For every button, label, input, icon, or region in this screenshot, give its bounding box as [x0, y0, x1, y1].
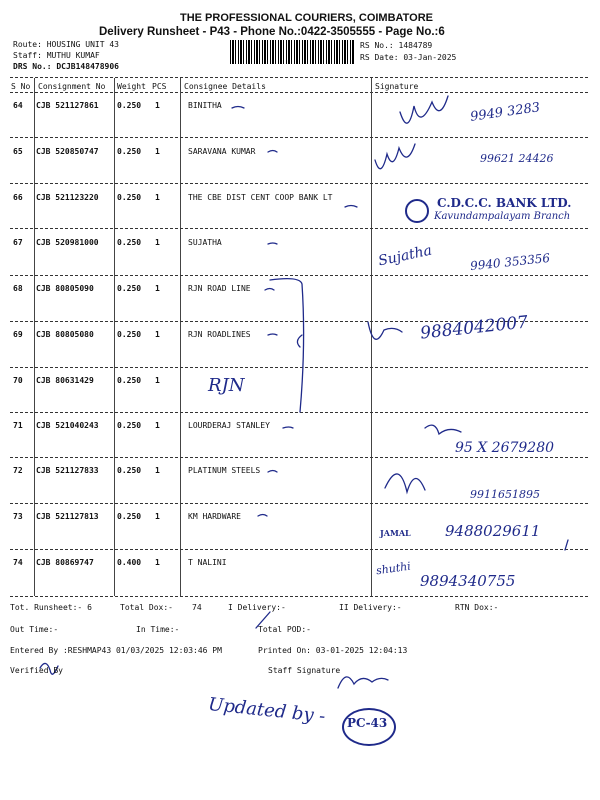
col-sno: S No [11, 82, 31, 91]
row-pcs: 1 [155, 421, 160, 430]
staff-label: Staff: MUTHU KUMAF [13, 51, 100, 60]
handwriting-r73-name: JAMAL [380, 528, 411, 538]
row-consignee: SUJATHA [188, 238, 222, 247]
rs-date: RS Date: 03-Jan-2025 [360, 53, 457, 62]
row-weight: 0.250 [117, 376, 142, 385]
document-title: THE PROFESSIONAL COURIERS, COIMBATORE [180, 12, 434, 24]
row-pcs: 1 [155, 147, 160, 156]
row-sno: 64 [13, 101, 23, 110]
row-sno: 73 [13, 512, 23, 521]
row-consignment: CJB 520981000 [36, 238, 99, 247]
route-label: Route: HOUSING UNIT 43 [13, 40, 119, 49]
row-sno: 68 [13, 284, 23, 293]
row-sno: 71 [13, 421, 23, 430]
row-weight: 0.250 [117, 421, 142, 430]
handwriting-r74-phone: 9894340755 [420, 572, 516, 590]
row-weight: 0.250 [117, 466, 142, 475]
bank-stamp-branch: Kavundampalayam Branch [434, 211, 571, 222]
document-subtitle: Delivery Runsheet - P43 - Phone No.:0422-3505555 - Page No.:6 [99, 26, 445, 38]
handwriting-r64: 9949 3283 [469, 100, 542, 125]
row-consignee: T NALINI [188, 558, 227, 567]
rs-number: RS No.: 1484789 [360, 41, 433, 50]
row-weight: 0.250 [117, 101, 142, 110]
row-weight: 0.250 [117, 193, 142, 202]
row-consignment: CJB 521127861 [36, 101, 99, 110]
row-pcs: 1 [155, 284, 160, 293]
row-consignment: CJB 520850747 [36, 147, 99, 156]
handwriting-r65: 99621 24426 [480, 152, 554, 165]
row-sno: 69 [13, 330, 23, 339]
row-weight: 0.250 [117, 147, 142, 156]
row-consignment: CJB 80631429 [36, 376, 94, 385]
col-consignment: Consignment No [38, 82, 106, 91]
handwriting-r71-phone: 95 X 2679280 [455, 440, 555, 456]
bank-stamp-seal [405, 199, 429, 223]
rtn-dox: RTN Dox:- [455, 603, 499, 612]
row-pcs: 1 [155, 466, 160, 475]
i-delivery: I Delivery:- [228, 603, 286, 612]
pc43-stamp-text: PC-43 [347, 716, 388, 730]
handwriting-rjn: RJN [208, 375, 245, 396]
col-signature: Signature [375, 82, 419, 91]
bank-stamp-name: C.D.C.C. BANK LTD. [437, 196, 572, 210]
ii-delivery: II Delivery:- [339, 603, 402, 612]
printed-on: Printed On: 03-01-2025 12:04:13 [258, 646, 408, 655]
row-weight: 0.250 [117, 238, 142, 247]
handwriting-r73-phone: 9488029611 [445, 522, 541, 540]
row-consignment: CJB 521040243 [36, 421, 99, 430]
row-consignment: CJB 521127833 [36, 466, 99, 475]
row-weight: 0.250 [117, 284, 142, 293]
row-consignment: CJB 80869747 [36, 558, 94, 567]
row-consignment: CJB 80805080 [36, 330, 94, 339]
staff-signature: Staff Signature [268, 666, 341, 675]
row-sno: 74 [13, 558, 23, 567]
row-pcs: 1 [155, 512, 160, 521]
row-consignee: SARAVANA KUMAR [188, 147, 256, 156]
row-consignee: KM HARDWARE [188, 512, 241, 521]
row-pcs: 1 [155, 376, 160, 385]
row-consignment: CJB 521123220 [36, 193, 99, 202]
row-pcs: 1 [155, 193, 160, 202]
row-weight: 0.400 [117, 558, 142, 567]
col-pcs: PCS [152, 82, 167, 91]
tot-runsheet: Tot. Runsheet:- 6 [10, 603, 92, 612]
row-pcs: 1 [155, 558, 160, 567]
row-pcs: 1 [155, 238, 160, 247]
row-weight: 0.250 [117, 330, 142, 339]
handwriting-r72-phone: 9911651895 [470, 488, 540, 501]
row-pcs: 1 [155, 330, 160, 339]
in-time: In Time:- [136, 625, 180, 634]
total-dox-label: Total Dox:- [120, 603, 173, 612]
row-sno: 72 [13, 466, 23, 475]
row-consignee: RJN ROAD LINE [188, 284, 251, 293]
handwriting-r67-phone: 9940 353356 [469, 250, 551, 274]
row-consignment: CJB 521127813 [36, 512, 99, 521]
verified-by: Verified By [10, 666, 63, 675]
row-consignee: RJN ROADLINES [188, 330, 251, 339]
row-sno: 67 [13, 238, 23, 247]
col-consignee: Consignee Details [184, 82, 266, 91]
handwriting-r67-name: Sujatha [376, 242, 434, 270]
row-consignee: PLATINUM STEELS [188, 466, 261, 475]
handwriting-updated-by: Updated by - [207, 693, 327, 728]
row-sno: 70 [13, 376, 23, 385]
row-consignee: BINITHA [188, 101, 222, 110]
drs-number: DRS No.: DCJB148478906 [13, 62, 119, 71]
row-consignee: LOURDERAJ STANLEY [188, 421, 270, 430]
handwriting-r74-name: shuthi [375, 559, 412, 578]
row-sno: 65 [13, 147, 23, 156]
row-weight: 0.250 [117, 512, 142, 521]
entered-by: Entered By :RESHMAP43 01/03/2025 12:03:46 PM [10, 646, 222, 655]
out-time: Out Time:- [10, 625, 59, 634]
row-sno: 66 [13, 193, 23, 202]
total-pod: Total POD:- [258, 625, 311, 634]
handwriting-r69-phone: 9884042007 [419, 312, 529, 344]
row-consignee: THE CBE DIST CENT COOP BANK LT [188, 193, 333, 202]
col-weight: Weight [117, 82, 146, 91]
row-pcs: 1 [155, 101, 160, 110]
total-dox-value: 74 [192, 603, 202, 612]
row-consignment: CJB 80805090 [36, 284, 94, 293]
